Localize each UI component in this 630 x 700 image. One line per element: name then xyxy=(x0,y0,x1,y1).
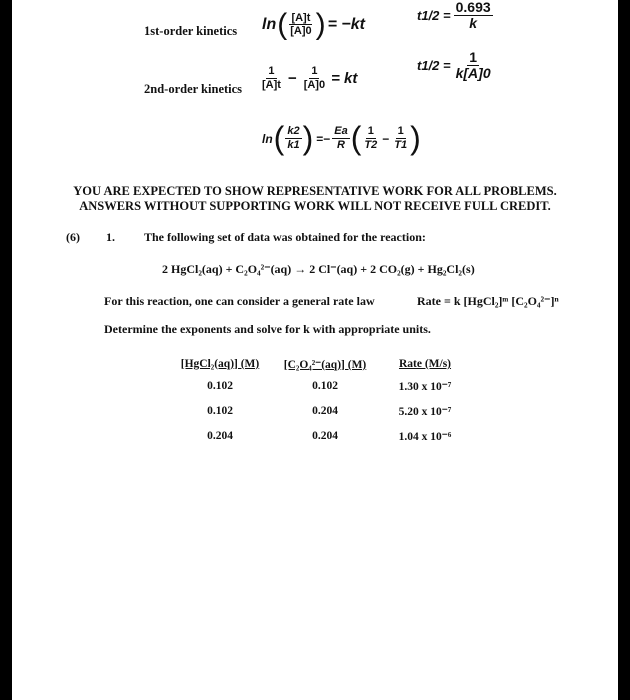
k2: k2 xyxy=(287,125,300,138)
worksheet-page xyxy=(12,0,618,700)
notice-line-2: ANSWERS WITHOUT SUPPORTING WORK WILL NOT RECEIVE FULL CREDIT. xyxy=(79,199,551,213)
half-life-denominator: k xyxy=(469,14,478,31)
k-ratio-fraction xyxy=(285,126,301,151)
half-life-fraction xyxy=(454,0,493,31)
column-header-rate: Rate (M/s) xyxy=(398,358,452,370)
half-life-numerator: 1 xyxy=(469,49,478,65)
table-header-row xyxy=(170,357,470,379)
rate-law: Rate = k [HgCl₂]ᵐ [C₂O₄²⁻]ⁿ xyxy=(417,294,559,308)
inv-t2-fraction xyxy=(362,126,379,151)
minus-sign: − xyxy=(287,69,297,87)
term-a-denominator: [A]t xyxy=(262,78,281,91)
gas-constant: R xyxy=(337,138,345,151)
table-row xyxy=(170,379,470,404)
first-order-equation xyxy=(262,8,365,42)
paren-open-2: ( xyxy=(350,120,362,156)
rate-law-text: For this reaction, one can consider a general rate law xyxy=(104,294,375,308)
term-a-fraction xyxy=(260,66,283,91)
ln-text: ln xyxy=(262,131,273,146)
table-cell: 5.20 x 10⁻⁷ xyxy=(398,406,452,418)
table-row xyxy=(170,404,470,429)
first-order-rhs: = −kt xyxy=(327,16,365,33)
inv-t2-numerator: 1 xyxy=(367,125,374,138)
inv-t1-numerator: 1 xyxy=(397,125,404,138)
term-a-numerator: 1 xyxy=(268,65,275,77)
first-order-half-life xyxy=(417,0,493,31)
table-row xyxy=(170,429,470,454)
t2: T2 xyxy=(364,138,378,151)
term-b-denominator: [A]0 xyxy=(303,78,326,91)
table-cell: 0.102 xyxy=(207,405,233,417)
table-cell: 0.204 xyxy=(312,405,338,417)
reaction-equation: 2 HgCl₂(aq) + C₂O₄²⁻(aq) → 2 Cl⁻(aq) + 2 CO₂(g) + Hg₂Cl₂(s) xyxy=(162,262,475,276)
ratio-denominator: [A]0 xyxy=(290,25,312,38)
column-header-oxalate: [C₂O₄²⁻(aq)] (M) xyxy=(283,359,367,371)
table-cell: 0.102 xyxy=(312,380,338,392)
t1: T1 xyxy=(394,138,408,151)
paren-open: ( xyxy=(273,120,285,156)
work-notice xyxy=(12,184,618,214)
second-order-equation xyxy=(260,66,357,91)
table-cell: 1.04 x 10⁻⁶ xyxy=(398,431,452,443)
half-life-fraction xyxy=(454,50,493,81)
half-life-symbol: t1/2 = xyxy=(417,8,451,24)
rate-data-table xyxy=(170,357,470,454)
table-cell: 0.204 xyxy=(207,430,233,442)
instruction-text: Determine the exponents and solve for k with appropriate units. xyxy=(104,322,431,336)
first-order-label: 1st-order kinetics xyxy=(144,24,238,38)
equals-minus: =− xyxy=(316,131,331,146)
notice-line-1: YOU ARE EXPECTED TO SHOW REPRESENTATIVE WORK FOR ALL PROBLEMS. xyxy=(73,184,557,198)
inv-t1-fraction xyxy=(392,126,409,151)
term-b-fraction xyxy=(302,66,327,91)
k1: k1 xyxy=(287,138,300,151)
table-cell: 0.204 xyxy=(312,430,338,442)
ea-over-r-fraction xyxy=(332,126,349,151)
arrhenius-equation xyxy=(262,120,422,157)
paren-open: ( xyxy=(277,8,288,41)
table-cell: 1.30 x 10⁻⁷ xyxy=(398,381,452,393)
paren-close-2: ) xyxy=(410,120,421,156)
ln-text: ln xyxy=(262,16,277,33)
half-life-denominator: k[A]0 xyxy=(455,64,491,81)
ratio-fraction xyxy=(288,13,313,38)
second-order-label: 2nd-order kinetics xyxy=(144,82,243,96)
paren-close: ) xyxy=(302,120,314,156)
ratio-numerator: [A]t xyxy=(291,11,311,24)
problem-number: 1. xyxy=(106,230,115,244)
problem-intro: The following set of data was obtained for the reaction: xyxy=(144,230,426,244)
column-header-hgcl2: [HgCl₂(aq)] (M) xyxy=(180,358,260,370)
minus-sign: − xyxy=(382,131,390,146)
term-b-numerator: 1 xyxy=(311,65,318,77)
table-cell: 0.102 xyxy=(207,380,233,392)
second-order-rhs: = kt xyxy=(331,69,358,87)
problem-points: (6) xyxy=(66,230,80,244)
second-order-half-life xyxy=(417,50,493,81)
activation-energy: Ea xyxy=(334,125,348,138)
paren-close: ) xyxy=(315,8,326,41)
half-life-numerator: 0.693 xyxy=(455,0,491,15)
half-life-symbol: t1/2 = xyxy=(417,58,451,74)
